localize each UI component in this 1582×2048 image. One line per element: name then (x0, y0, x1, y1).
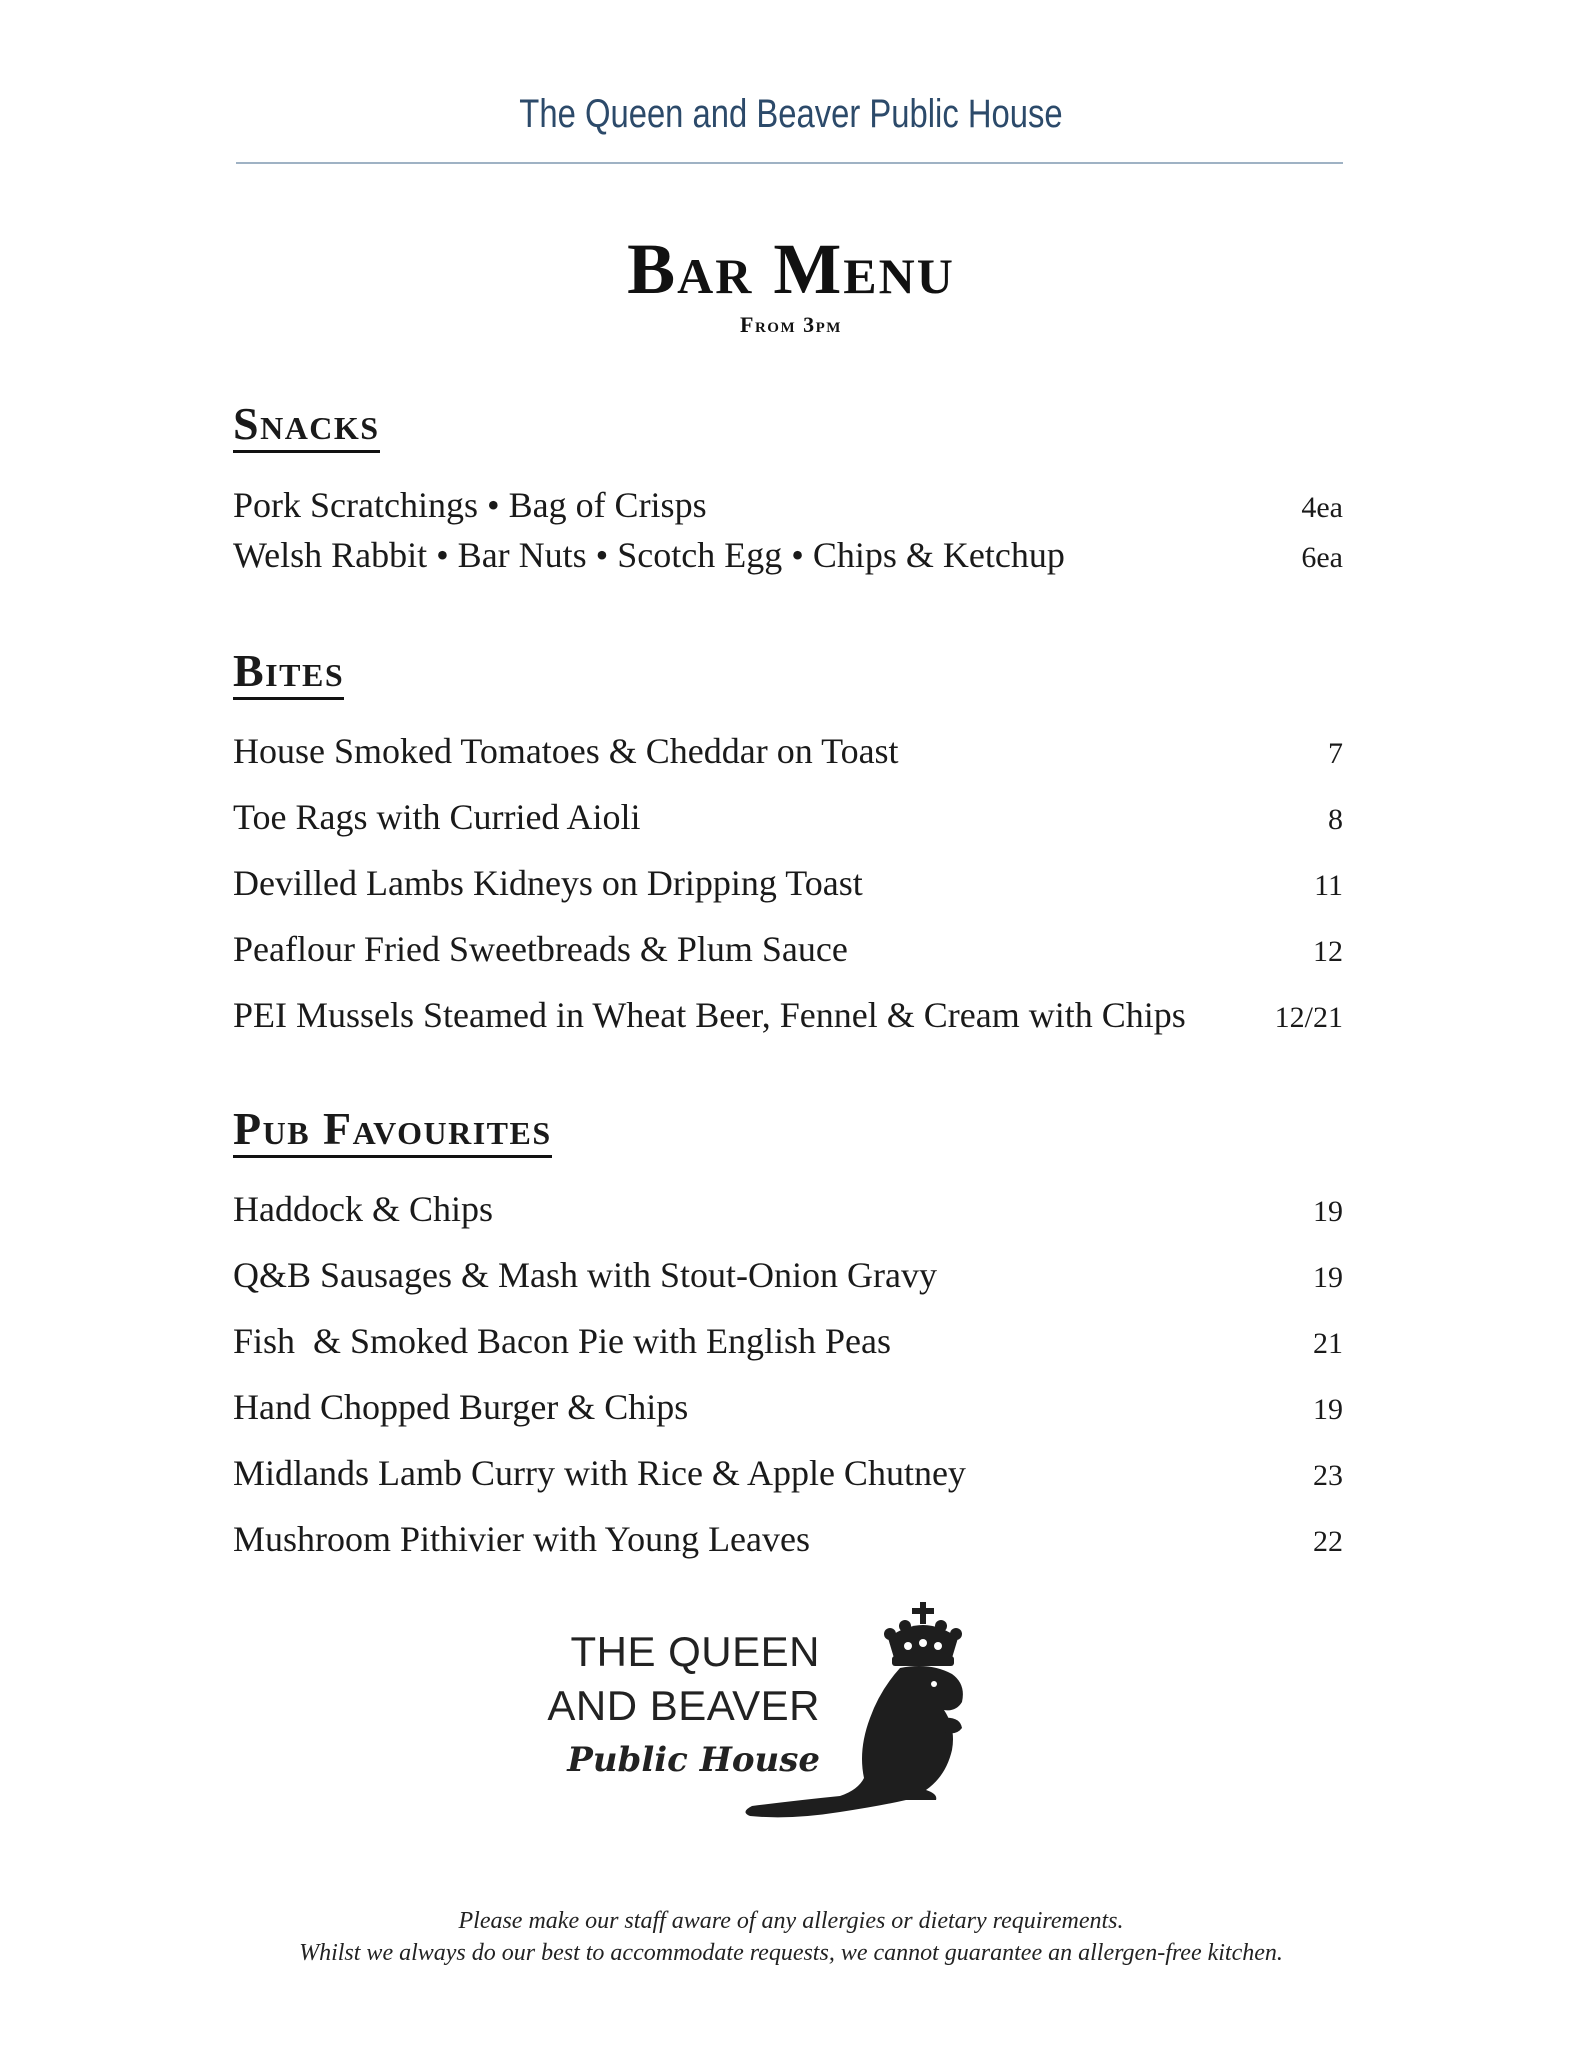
menu-item (233, 862, 1343, 912)
menu-item-name: House Smoked Tomatoes & Cheddar on Toast (233, 731, 899, 771)
logo-text-line3: Public House (567, 1740, 820, 1780)
menu-item-price: 11 (1314, 869, 1343, 902)
allergy-notice-line1: Please make our staff aware of any allergies or dietary requirements. (458, 1908, 1124, 1934)
menu-item (233, 1518, 1343, 1568)
menu-item-name: Welsh Rabbit • Bar Nuts • Scotch Egg • Chips & Ketchup (233, 535, 1065, 575)
menu-item (233, 534, 1343, 584)
menu-item-name: Pork Scratchings • Bag of Crisps (233, 485, 707, 525)
menu-item (233, 1452, 1343, 1502)
menu-item-price: 12 (1313, 935, 1343, 968)
menu-item (233, 1320, 1343, 1370)
menu-item-name: Toe Rags with Curried Aioli (233, 797, 641, 837)
menu-item-price: 6ea (1301, 541, 1343, 574)
menu-item-name: Q&B Sausages & Mash with Stout-Onion Gravy (233, 1255, 937, 1295)
menu-item-name: Hand Chopped Burger & Chips (233, 1387, 689, 1427)
menu-item (233, 484, 1343, 534)
section-heading-bites: Bites (233, 647, 344, 700)
menu-item-price: 22 (1313, 1525, 1343, 1558)
allergy-notice-line2: Whilst we always do our best to accommodate requests, we cannot guarantee an allergen-free kitchen. (299, 1940, 1283, 1966)
menu-item-price: 19 (1313, 1195, 1343, 1228)
menu-item-price: 19 (1313, 1393, 1343, 1426)
brand-logo (547, 1600, 1020, 1820)
menu-subtitle: From 3pm (740, 312, 842, 337)
menu-item-price: 21 (1313, 1327, 1343, 1360)
menu-item-name: Fish & Smoked Bacon Pie with English Peas (233, 1321, 892, 1361)
menu-item-name: PEI Mussels Steamed in Wheat Beer, Fennel & Cream with Chips (233, 995, 1186, 1035)
menu-item-price: 4ea (1301, 491, 1343, 524)
menu-item-price: 8 (1328, 803, 1343, 836)
menu-item-name: Haddock & Chips (233, 1189, 493, 1229)
header-divider (236, 162, 1343, 164)
menu-title: Bar Menu (627, 229, 955, 309)
venue-header: The Queen and Beaver Public House (519, 92, 1063, 136)
menu-item (233, 1254, 1343, 1304)
menu-item-name: Devilled Lambs Kidneys on Dripping Toast (233, 863, 863, 903)
menu-item-name: Mushroom Pithivier with Young Leaves (233, 1519, 811, 1559)
menu-item (233, 1188, 1343, 1238)
section-heading-snacks: Snacks (233, 400, 380, 453)
logo-text-line2: AND BEAVER (547, 1682, 820, 1729)
crowned-beaver-icon (730, 1600, 1020, 1820)
menu-item-price: 23 (1313, 1459, 1343, 1492)
menu-item (233, 1386, 1343, 1436)
menu-item (233, 994, 1343, 1044)
menu-item-price: 19 (1313, 1261, 1343, 1294)
menu-item-name: Peaflour Fried Sweetbreads & Plum Sauce (233, 929, 848, 969)
menu-item (233, 796, 1343, 846)
section-heading-pub-favourites: Pub Favourites (233, 1105, 552, 1158)
menu-item (233, 730, 1343, 780)
menu-item-price: 12/21 (1274, 1001, 1343, 1034)
menu-item (233, 928, 1343, 978)
menu-item-name: Midlands Lamb Curry with Rice & Apple Chutney (233, 1453, 966, 1493)
logo-text-line1: THE QUEEN (570, 1628, 820, 1675)
menu-item-price: 7 (1328, 737, 1343, 770)
